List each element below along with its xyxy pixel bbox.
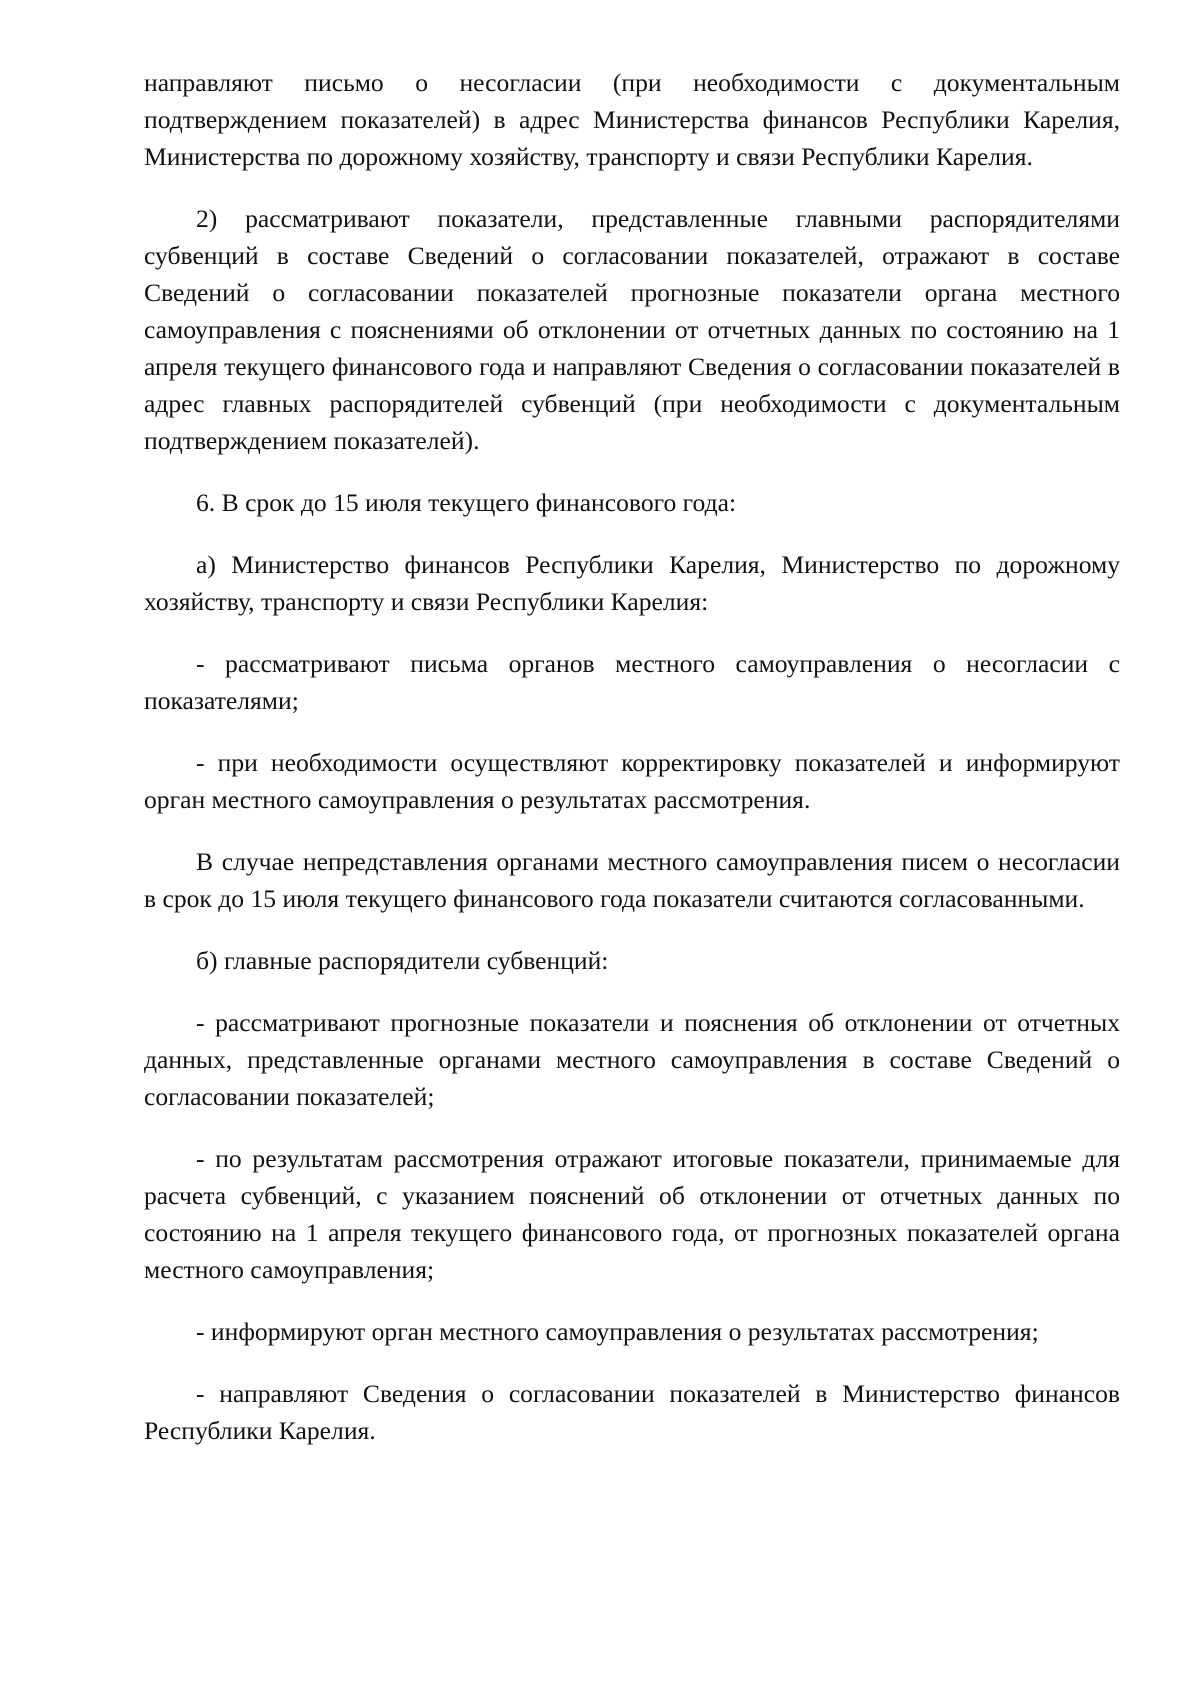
document-page bbox=[144, 64, 1120, 1474]
paragraph-section-6: 6. В срок до 15 июля текущего финансового года: bbox=[196, 488, 737, 517]
paragraph-item-2: 2) рассматривают показатели, представленные главными распорядителями субвенций в составе Сведений о согласовании показателей, отражают в составе Сведений о согласовании показателей прогнозные показатели органа местного самоуправления с пояснениями об отклонении от отчетных данных по состоянию на 1 апреля текущего финансового года и направляют Сведения о согласовании показателей в адрес главных распорядителей субвенций (при необходимости с документальным подтверждением показателей). bbox=[144, 204, 1120, 455]
paragraph-bullet-review-letters: - рассматривают письма органов местного самоуправления о несогласии с показателями; bbox=[144, 649, 1120, 715]
paragraph-bullet-send: - направляют Сведения о согласовании показателей в Министерство финансов Республики Карелия. bbox=[144, 1379, 1120, 1445]
paragraph-bullet-final-indicators: - по результатам рассмотрения отражают итоговые показатели, принимаемые для расчета субвенций, с указанием пояснений об отклонении от отчетных данных по состоянию на 1 апреля текущего финансового года, от прогнозных показателей органа местного самоуправления; bbox=[144, 1144, 1120, 1284]
paragraph-subitem-a: а) Министерство финансов Республики Карелия, Министерство по дорожному хозяйству, транспорту и связи Республики Карелия: bbox=[144, 550, 1120, 616]
paragraph-default-agreement: В случае непредставления органами местного самоуправления писем о несогласии в срок до 15 июля текущего финансового года показатели считаются согласованными. bbox=[144, 847, 1120, 913]
paragraph-bullet-inform: - информируют орган местного самоуправления о результатах рассмотрения; bbox=[196, 1317, 1039, 1346]
paragraph-subitem-b: б) главные распорядители субвенций: bbox=[196, 946, 609, 975]
paragraph-bullet-correction: - при необходимости осуществляют корректировку показателей и информируют орган местного самоуправления о результатах рассмотрения. bbox=[144, 748, 1120, 814]
paragraph-bullet-review-forecasts: - рассматривают прогнозные показатели и пояснения об отклонении от отчетных данных, представленные органами местного самоуправления в составе Сведений о согласовании показателей; bbox=[144, 1008, 1120, 1111]
paragraph-continuation: направляют письмо о несогласии (при необходимости с документальным подтверждением показателей) в адрес Министерства финансов Республики Карелия, Министерства по дорожному хозяйству, транспорту и связи Республики Карелия. bbox=[144, 68, 1120, 171]
